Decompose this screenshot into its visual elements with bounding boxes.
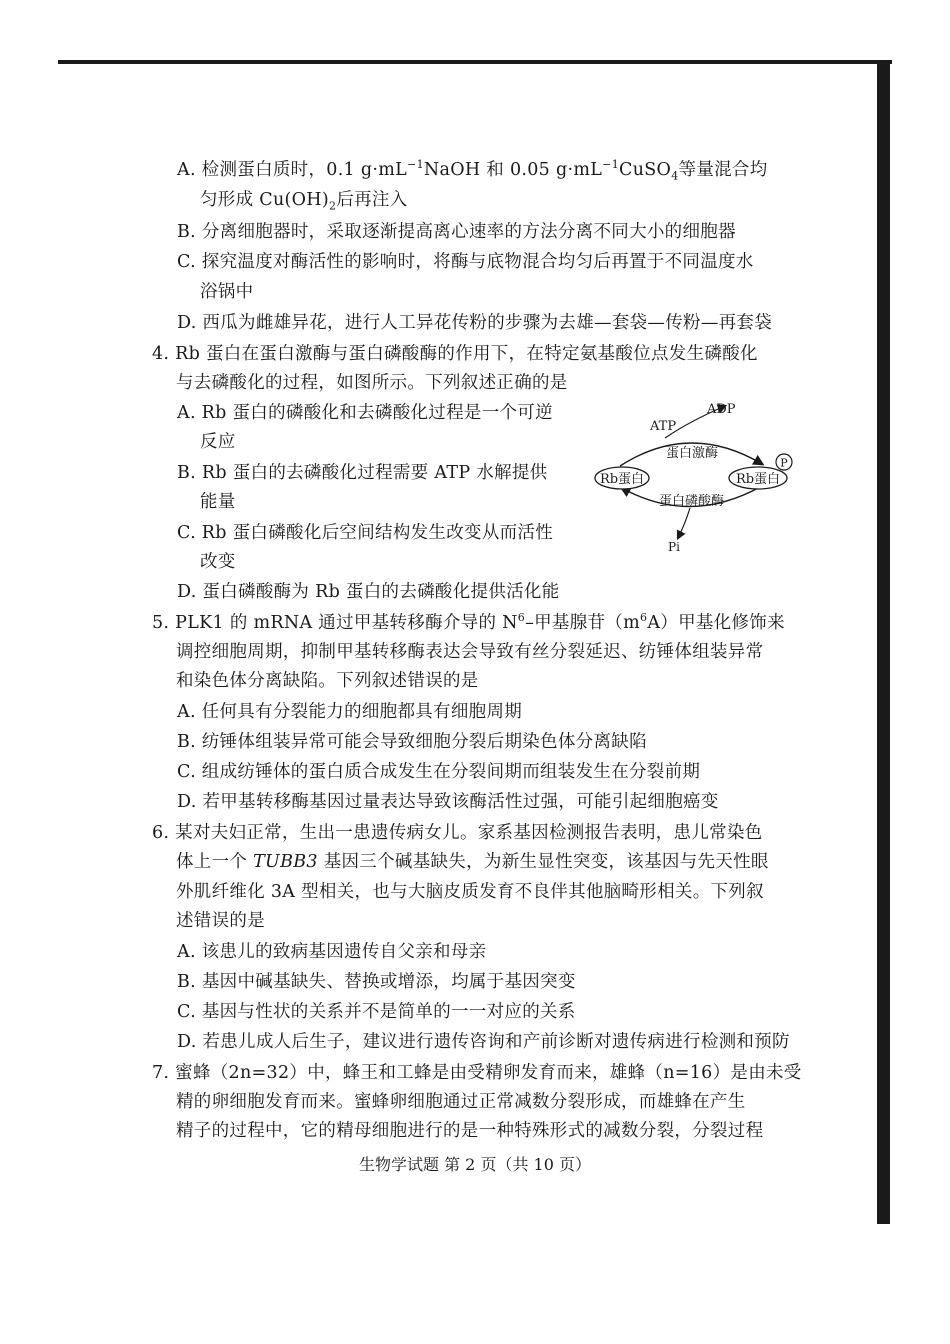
page-footer: 生物学试题 第 2 页（共 10 页） — [359, 1155, 591, 1174]
q3-option-d: D. 西瓜为雌雄异花，进行人工异花传粉的步骤为去雄—套袋—传粉—再套袋 — [177, 313, 773, 333]
q3-option-c-line1: C. 探究温度对酶活性的影响时，将酶与底物混合均匀后再置于不同温度水 — [177, 252, 754, 272]
kinase-label: 蛋白激酶 — [666, 446, 719, 461]
q4-option-c-line2: 改变 — [200, 552, 236, 572]
q6-option-a: A. 该患儿的致病基因遗传自父亲和母亲 — [177, 942, 487, 962]
q3-option-b: B. 分离细胞器时，采取逐渐提高离心速率的方法分离不同大小的细胞器 — [177, 222, 736, 242]
q5-option-b: B. 纺锤体组装异常可能会导致细胞分裂后期染色体分离缺陷 — [177, 732, 647, 752]
q6-stem-line3: 外肌纤维化 3A 型相关，也与大脑皮质发育不良伴其他脑畸形相关。下列叙 — [176, 882, 764, 902]
q4-option-b-line2: 能量 — [200, 492, 236, 512]
q5-stem-line3: 和染色体分离缺陷。下列叙述错误的是 — [176, 671, 479, 691]
q6-option-d: D. 若患儿成人后生子，建议进行遗传咨询和产前诊断对遗传病进行检测和预防 — [177, 1032, 790, 1052]
q7-stem-line2: 精的卵细胞发育而来。蜜蜂卵细胞通过正常减数分裂形成，而雄蜂在产生 — [176, 1092, 746, 1112]
atp-label: ATP — [650, 419, 677, 434]
q3-option-a-line2: 匀形成 $Cu(OH)_2$后再注入 — [200, 190, 408, 213]
q5-option-a: A. 任何具有分裂能力的细胞都具有细胞周期 — [177, 702, 523, 722]
q4-option-a-line2: 反应 — [200, 432, 236, 452]
adp-label: ADP — [707, 402, 736, 417]
q5-stem-line1: 5. PLK1 的 mRNA 通过甲基转移酶介导的 $N^6-$甲基腺苷$(m^6A)$甲基化修饰来 — [152, 611, 785, 633]
q6-stem-line4: 述错误的是 — [176, 911, 265, 931]
q7-stem-line3: 精子的过程中，它的精母细胞进行的是一种特殊形式的减数分裂，分裂过程 — [176, 1121, 764, 1141]
rb-phosphorylation-diagram — [590, 396, 800, 566]
q5-option-d: D. 若甲基转移酶基因过量表达导致该酶活性过强，可能引起细胞癌变 — [177, 792, 719, 812]
q4-option-c-line1: C. Rb 蛋白磷酸化后空间结构发生改变从而活性 — [177, 523, 554, 543]
q6-stem-line2: 体上一个 TUBB3 基因三个碱基缺失，为新生显性突变，该基因与先天性眼 — [176, 852, 769, 872]
q3-option-a-line1: A. 检测蛋白质时，0.1 $g\cdot mL^{-1}NaOH$ 和 0.05 $g\cdot mL^{-1}CuSO_4$等量混合均 — [177, 158, 768, 183]
q4-stem-line2: 与去磷酸化的过程，如图所示。下列叙述正确的是 — [176, 373, 568, 393]
q6-option-b: B. 基因中碱基缺失、替换或增添，均属于基因突变 — [177, 972, 576, 992]
q7-stem-line1: 7. 蜜蜂（2n=32）中，蜂王和工蜂是由受精卵发育而来，雄蜂（n=16）是由未受 — [152, 1063, 802, 1083]
pi-arrow — [678, 508, 690, 538]
q6-stem-line1: 6. 某对夫妇正常，生出一患遗传病女儿。家系基因检测报告表明，患儿常染色 — [152, 823, 763, 843]
q4-option-b-line1: B. Rb 蛋白的去磷酸化过程需要 ATP 水解提供 — [177, 463, 548, 483]
q4-stem-line1: 4. Rb 蛋白在蛋白激酶与蛋白磷酸酶的作用下，在特定氨基酸位点发生磷酸化 — [152, 344, 758, 364]
pi-label: Pi — [668, 540, 680, 554]
q5-stem-line2: 调控细胞周期，抑制甲基转移酶表达会导致有丝分裂延迟、纺锤体组装异常 — [176, 642, 764, 662]
q4-option-a-line1: A. Rb 蛋白的磷酸化和去磷酸化过程是一个可逆 — [177, 403, 553, 423]
gene-name: TUBB3 — [253, 852, 318, 872]
right-edge-bar — [877, 62, 890, 1224]
q5-option-c: C. 组成纺锤体的蛋白质合成发生在分裂间期而组装发生在分裂前期 — [177, 762, 701, 782]
q6-option-c: C. 基因与性状的关系并不是简单的一一对应的关系 — [177, 1002, 576, 1022]
q4-option-d: D. 蛋白磷酸酶为 Rb 蛋白的去磷酸化提供活化能 — [177, 582, 560, 602]
phosphate-label: P — [780, 456, 788, 470]
top-rule — [58, 60, 892, 64]
q3-option-c-line2: 浴锅中 — [200, 282, 254, 302]
rb-right-label: Rb蛋白 — [735, 472, 781, 487]
phosphatase-label: 蛋白磷酸酶 — [659, 494, 725, 509]
rb-left-label: Rb蛋白 — [599, 472, 645, 487]
